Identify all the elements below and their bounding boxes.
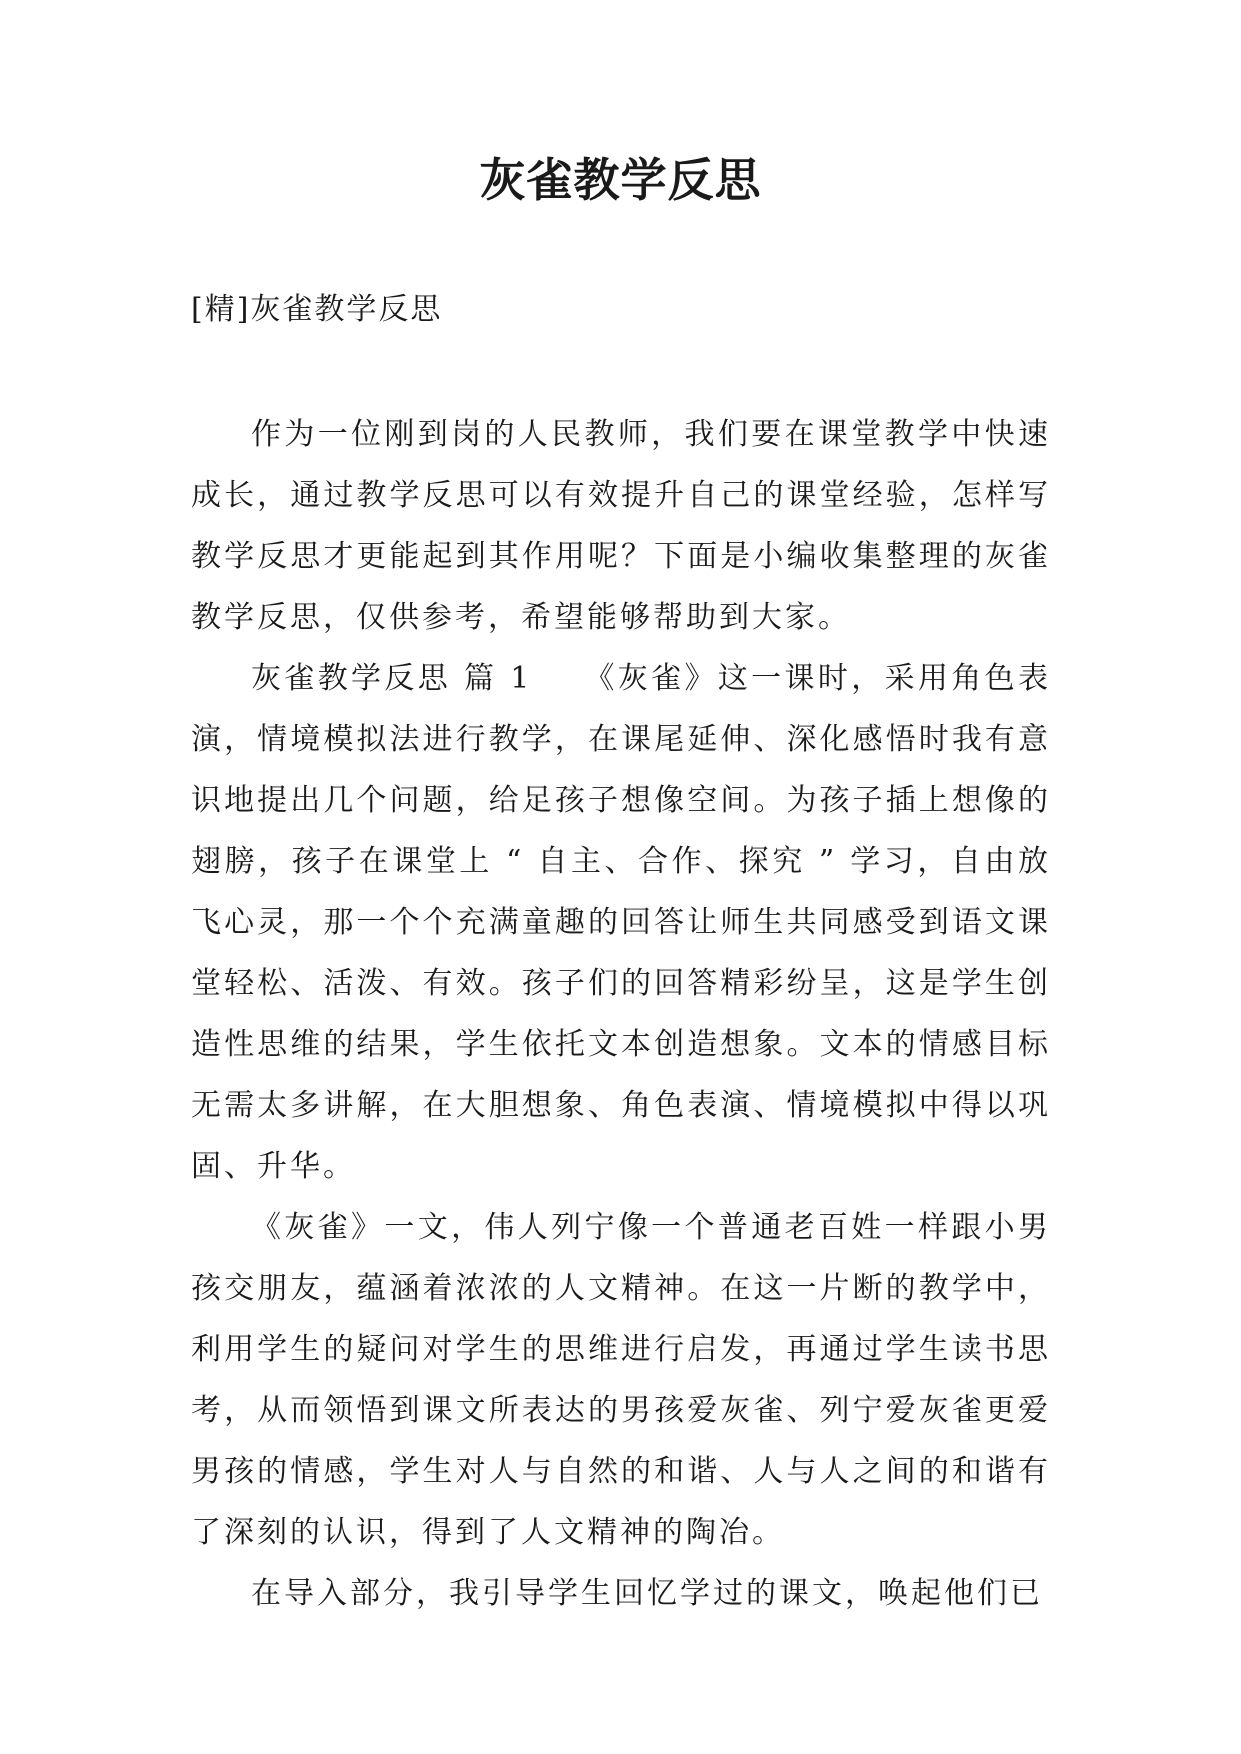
document-title: 灰雀教学反思 (479, 153, 762, 207)
paragraph-reflection-1: 灰雀教学反思 篇 1 《灰雀》这一课时，采用角色表演，情境模拟法进行教学，在课尾延伸、深化感悟时我有意识地提出几个问题，给足孩子想像空间。为孩子插上想像的翅膀，孩子在课堂上 “ 自主、合作、探究 ” 学习，自由放飞心灵，那一个个充满童趣的回答让师生共同感受到语文课堂轻松、活泼、有效。孩子们的回答精彩纷呈，这是学生创造性思维的结果，学生依托文本创造想象。文本的情感目标无需太多讲解，在大胆想象、角色表演、情境模拟中得以巩固、升华。 (191, 661, 1051, 1184)
paragraph-introduction-part: 在导入部分，我引导学生回忆学过的课文，唤起他们已 (251, 1576, 1043, 1611)
paragraph-intro: 作为一位刚到岗的人民教师，我们要在课堂教学中快速成长，通过教学反思可以有效提升自己的课堂经验，怎样写教学反思才更能起到其作用呢？下面是小编收集整理的灰雀教学反思，仅供参考，希望能够帮助到大家。 (191, 417, 1051, 635)
paragraph-lenin: 《灰雀》一文，伟人列宁像一个普通老百姓一样跟小男孩交朋友，蕴涵着浓浓的人文精神。在这一片断的教学中，利用学生的疑问对学生的思维进行启发，再通过学生读书思考，从而领悟到课文所表达的男孩爱灰雀、列宁爱灰雀更爱男孩的情感，学生对人与自然的和谐、人与人之间的和谐有了深刻的认识，得到了人文精神的陶冶。 (191, 1210, 1051, 1550)
document-body (191, 404, 1051, 1624)
document-subtitle: [精]灰雀教学反思 (191, 292, 443, 327)
